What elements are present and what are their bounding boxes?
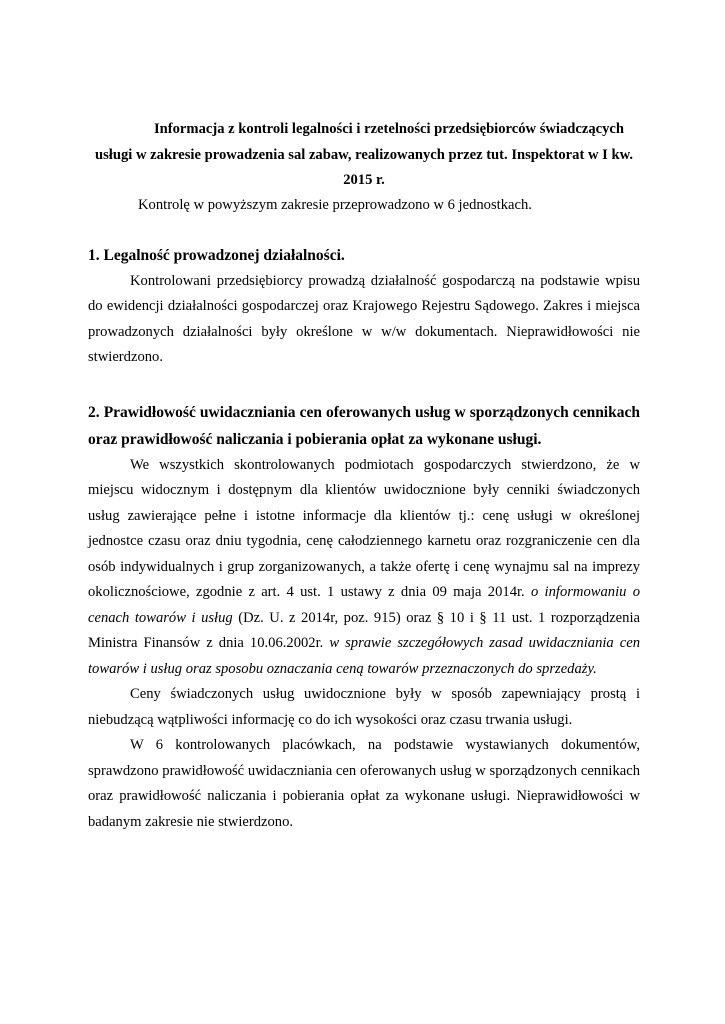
section-2-paragraph-3: W 6 kontrolowanych placówkach, na podstawie wystawianych dokumentów, sprawdzono prawidłowość uwidaczniania cen oferowanych usług w sporządzonych cennikach oraz prawidłowość naliczania i pobierania opłat za wykonane usługi. Nieprawidłowości w badanym zakresie nie stwierdzono.: [88, 737, 640, 830]
section-2-p1-text-a: We wszystkich skontrolowanych podmiotach gospodarczych stwierdzono, że w miejscu widocznym i dostępnym dla klientów uwidocznione były cenniki świadczonych usług zawierające pełne i istotne informacje dla klientów tj.: cenę usługi w określonej jednostce czasu oraz dniu tygodnia, cenę całodziennego karnetu oraz rozgraniczenie cen dla osób indywidualnych i grup zorganizowanych, a także ofertę i cenę wynajmu sal na imprezy okolicznościowe, zgodnie z art. 4 ust. 1 ustawy z dnia 09 maja 2014r.: [88, 456, 640, 600]
intro-text: Kontrolę w powyższym zakresie przeprowadzono w 6 jednostkach.: [138, 196, 532, 213]
title-line-2: usługi w zakresie prowadzenia sal zabaw, realizowanych przez tut. Inspektorat w I kw.: [95, 146, 633, 163]
title-line-3: 2015 r.: [343, 172, 385, 188]
section-2-p1-italic-a: o informowaniu o cenach towarów i usług: [88, 584, 640, 626]
section-1-heading: 1. Legalność prowadzonej działalności.: [88, 246, 345, 264]
section-2-paragraph-1: [88, 453, 640, 683]
title-line-1: Informacja z kontroli legalności i rzetelności przedsiębiorców świadczących: [153, 121, 625, 137]
document-title: [88, 117, 640, 194]
document-content: [88, 117, 640, 835]
section-1-paragraph: Kontrolowani przedsiębiorcy prowadzą działalność gospodarczą na podstawie wpisu do ewidencji działalności gospodarczej oraz Krajowego Rejestru Sądowego. Zakres i miejsca prowadzonych działalności były określone w w/w dokumentach. Nieprawidłowości nie stwierdzono.: [88, 272, 640, 365]
section-2-heading: 2. Prawidłowość uwidaczniania cen oferowanych usług w sporządzonych cennikach oraz prawidłowość naliczania i pobierania opłat za wykonane usługi.: [88, 403, 640, 448]
section-2-p1-italic-b: w sprawie szczegółowych zasad uwidaczniania cen towarów i usług oraz sposobu oznaczania ceną towarów przeznaczonych do sprzedaży.: [88, 635, 640, 677]
section-2-p1-text-b: (Dz. U. z 2014r, poz. 915) oraz § 10 i § 11 ust. 1 rozporządzenia Ministra Finansów z dnia 10.06.2002r.: [88, 609, 640, 651]
section-2-paragraph-2: Ceny świadczonych usług uwidocznione były w sposób zapewniający prostą i niebudzącą wątpliwości informację co do ich wysokości oraz czasu trwania usługi.: [88, 686, 640, 728]
